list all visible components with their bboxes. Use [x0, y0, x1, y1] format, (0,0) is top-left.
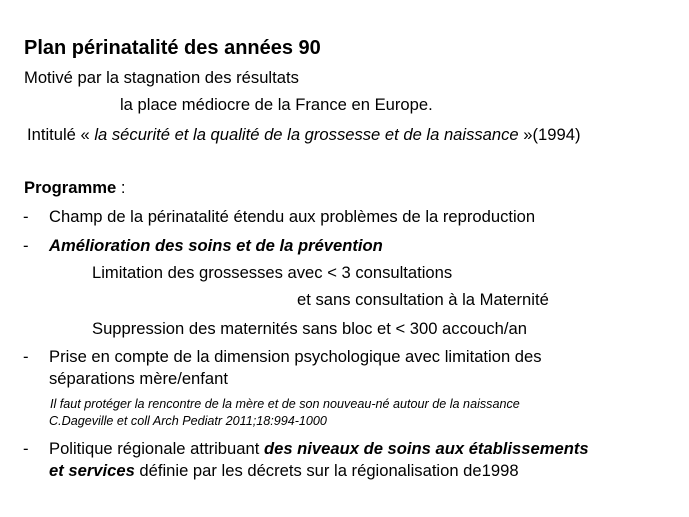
item-4-line-2	[49, 463, 519, 480]
bullet-dash-2: -	[23, 236, 29, 255]
item-3-line-2: séparations mère/enfant	[49, 369, 228, 388]
reference-line-1: Il faut protéger la rencontre de la mère et de son nouveau-né autour de la naissance	[50, 397, 520, 411]
sub-item-3: Suppression des maternités sans bloc et < 300 accouch/an	[92, 319, 527, 338]
intitule-prefix: Intitulé «	[27, 125, 95, 144]
intitule-suffix: »(1994)	[518, 125, 581, 144]
intitule-title: la sécurité et la qualité de la grossesse et de la naissance	[94, 125, 519, 144]
motive-line-1: Motivé par la stagnation des résultats	[24, 68, 299, 87]
programme-colon: :	[116, 178, 126, 197]
item-4-bold-2: et services	[49, 461, 135, 480]
bullet-dash-3: -	[23, 347, 29, 366]
item-3-line-1: Prise en compte de la dimension psychologique avec limitation des	[49, 347, 542, 366]
programme-heading	[24, 180, 125, 197]
bullet-dash-1: -	[23, 207, 29, 226]
sub-item-2: et sans consultation à la Maternité	[297, 290, 549, 309]
slide-title: Plan périnatalité des années 90	[24, 37, 321, 59]
programme-label: Programme	[24, 178, 117, 197]
item-4-plain-1: Politique régionale attribuant	[49, 439, 264, 458]
sub-item-1: Limitation des grossesses avec < 3 consultations	[92, 263, 453, 282]
item-1: Champ de la périnatalité étendu aux problèmes de la reproduction	[49, 207, 536, 226]
item-4-plain-2: définie par les décrets sur la régionalisation de1998	[134, 461, 519, 480]
reference-line-2: C.Dageville et coll Arch Pediatr 2011;18:994-1000	[49, 414, 327, 428]
item-4-line-1	[49, 441, 589, 458]
item-4-bold-1: des niveaux de soins aux établissements	[263, 439, 589, 458]
bullet-dash-4: -	[23, 439, 29, 458]
item-2: Amélioration des soins et de la prévention	[49, 236, 383, 255]
intitule-line	[27, 127, 580, 144]
motive-line-2: la place médiocre de la France en Europe.	[120, 95, 433, 114]
